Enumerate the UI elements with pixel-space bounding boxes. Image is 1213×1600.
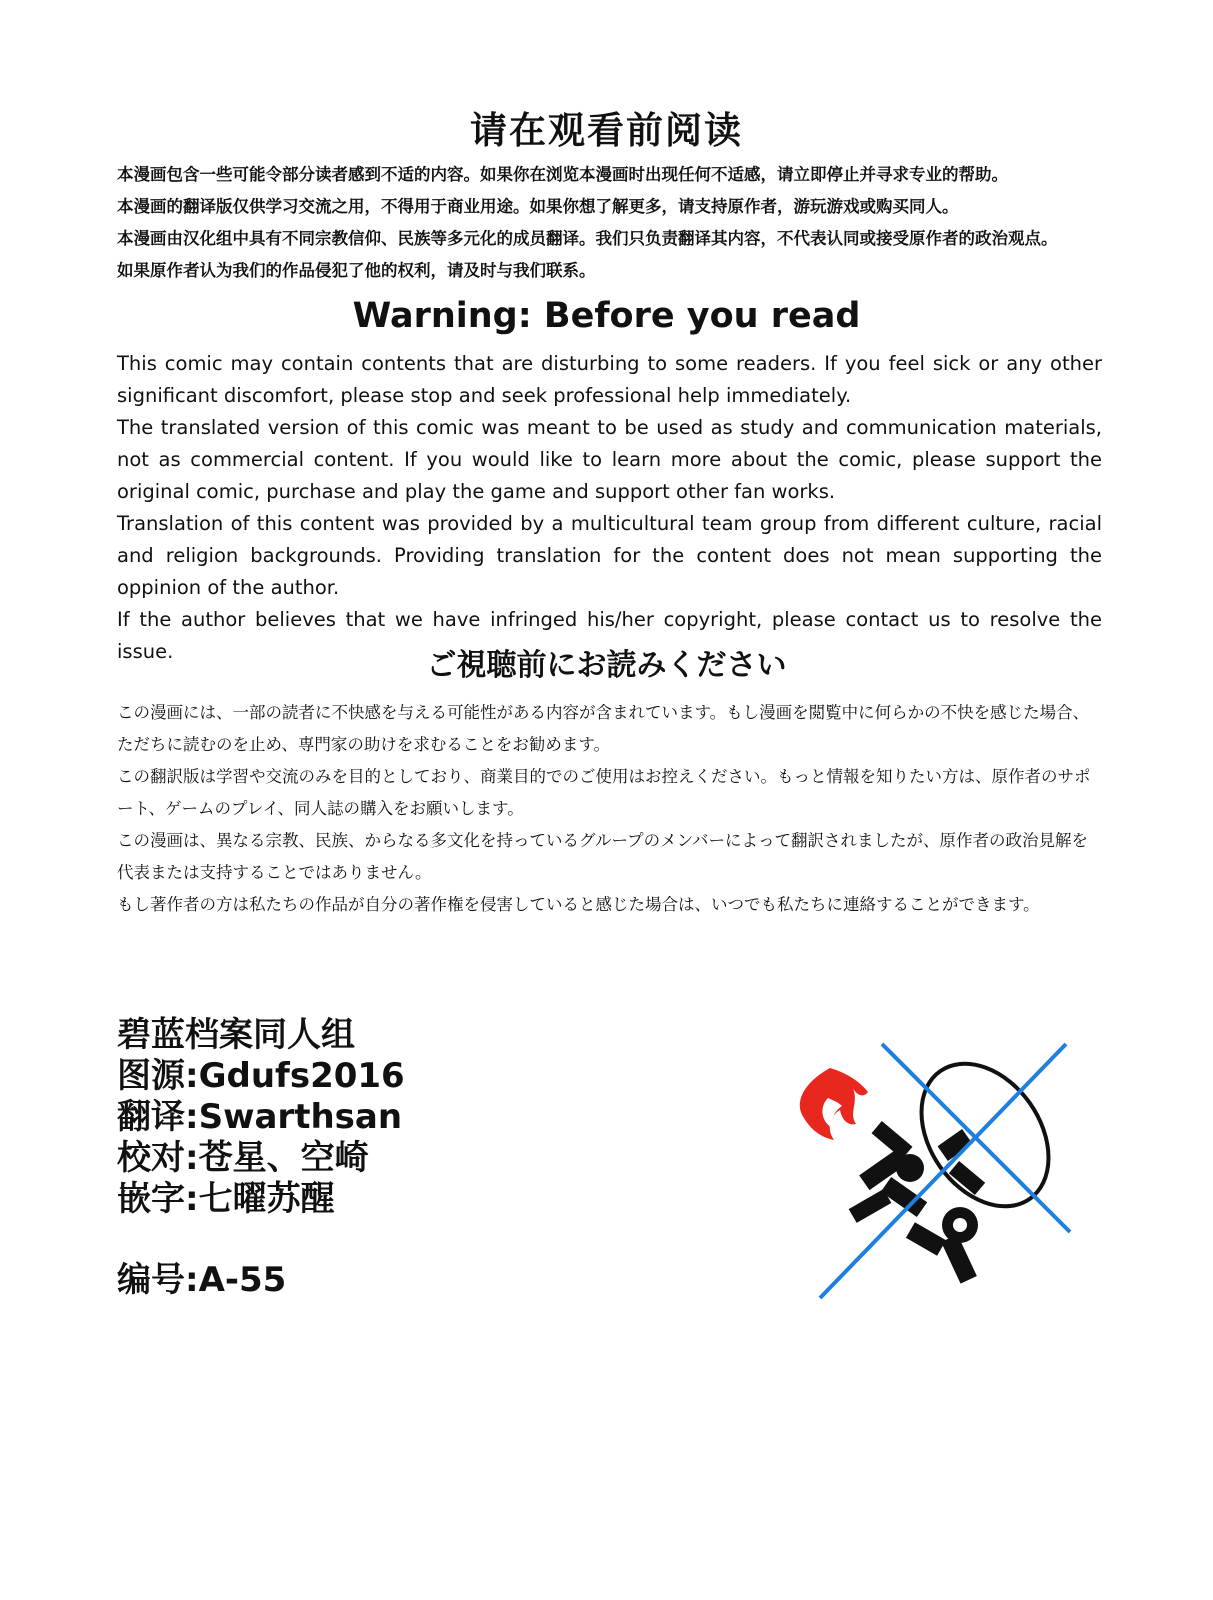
english-notice-paragraph: The translated version of this comic was meant to be used as study and communication materials, not as commercial content. If you would like to learn more about the comic, please support the original comic, purchase and play the game and support other fan works. bbox=[117, 416, 1102, 503]
credit-group-name: 碧蓝档案同人组 bbox=[117, 1015, 355, 1055]
chinese-notice-line: 如果原作者认为我们的作品侵犯了他的权利，请及时与我们联系。 bbox=[117, 261, 596, 280]
japanese-notice-paragraph: この漫画は、異なる宗教、民族、からなる多文化を持っているグループのメンバーによって翻訳されましたが、原作者の政治見解を代表または支持することではありません。 bbox=[117, 831, 1089, 882]
credit-translator: 翻译:Swarthsan bbox=[117, 1097, 403, 1137]
japanese-notice-paragraph: この翻訳版は学習や交流のみを目的としており、商業目的でのご使用はお控えください。もっと情報を知りたい方は、原作者のサポート、ゲームのプレイ、同人誌の購入をお願いします。 bbox=[117, 767, 1091, 818]
credit-source: 图源:Gdufs2016 bbox=[117, 1056, 405, 1096]
english-notice bbox=[117, 348, 1102, 668]
team-emblem-icon bbox=[790, 1040, 1080, 1310]
english-title: Warning: Before you read bbox=[352, 296, 861, 336]
chinese-notice-line: 本漫画包含一些可能令部分读者感到不适的内容。如果你在浏览本漫画时出现任何不适感，请立即停止并寻求专业的帮助。 bbox=[117, 165, 1008, 184]
japanese-notice-paragraph: もし著作者の方は私たちの作品が自分の著作権を侵害していると感じた場合は、いつでも私たちに連絡することができます。 bbox=[117, 895, 1040, 914]
english-notice-paragraph: If the author believes that we have infringed his/her copyright, please contact us to resolve the issue. bbox=[117, 608, 1102, 663]
chinese-title: 请在观看前阅读 bbox=[470, 109, 743, 152]
chinese-notice-line: 本漫画由汉化组中具有不同宗教信仰、民族等多元化的成员翻译。我们只负责翻译其内容，不代表认同或接受原作者的政治观点。 bbox=[117, 229, 1058, 248]
gear-cluster bbox=[849, 1121, 985, 1284]
japanese-title: ご視聴前にお読みください bbox=[426, 648, 787, 683]
japanese-notice-paragraph: この漫画には、一部の読者に不快感を与える可能性がある内容が含まれています。もし漫画を閲覧中に何らかの不快を感じた場合、ただちに読むのを止め、専門家の助けを求むることをお勧めます。 bbox=[117, 703, 1090, 754]
english-notice-paragraph: Translation of this content was provided by a multicultural team group from different culture, racial and religion backgrounds. Providing translation for the content does not mean supporting the oppinion of the author. bbox=[117, 512, 1102, 599]
japanese-notice bbox=[117, 697, 1102, 921]
chinese-notice-line: 本漫画的翻译版仅供学习交流之用，不得用于商业用途。如果你想了解更多，请支持原作者，游玩游戏或购买同人。 bbox=[117, 197, 959, 216]
credit-proofreaders: 校对:苍星、空崎 bbox=[117, 1138, 369, 1178]
credit-typesetter: 嵌字:七曜苏醒 bbox=[117, 1179, 335, 1219]
english-notice-paragraph: This comic may contain contents that are disturbing to some readers. If you feel sick or any other significant discomfort, please stop and seek professional help immediately. bbox=[117, 352, 1102, 407]
credits-list bbox=[117, 1015, 405, 1301]
credit-number: 编号:A-55 bbox=[117, 1260, 287, 1300]
chinese-notice bbox=[117, 159, 1102, 287]
